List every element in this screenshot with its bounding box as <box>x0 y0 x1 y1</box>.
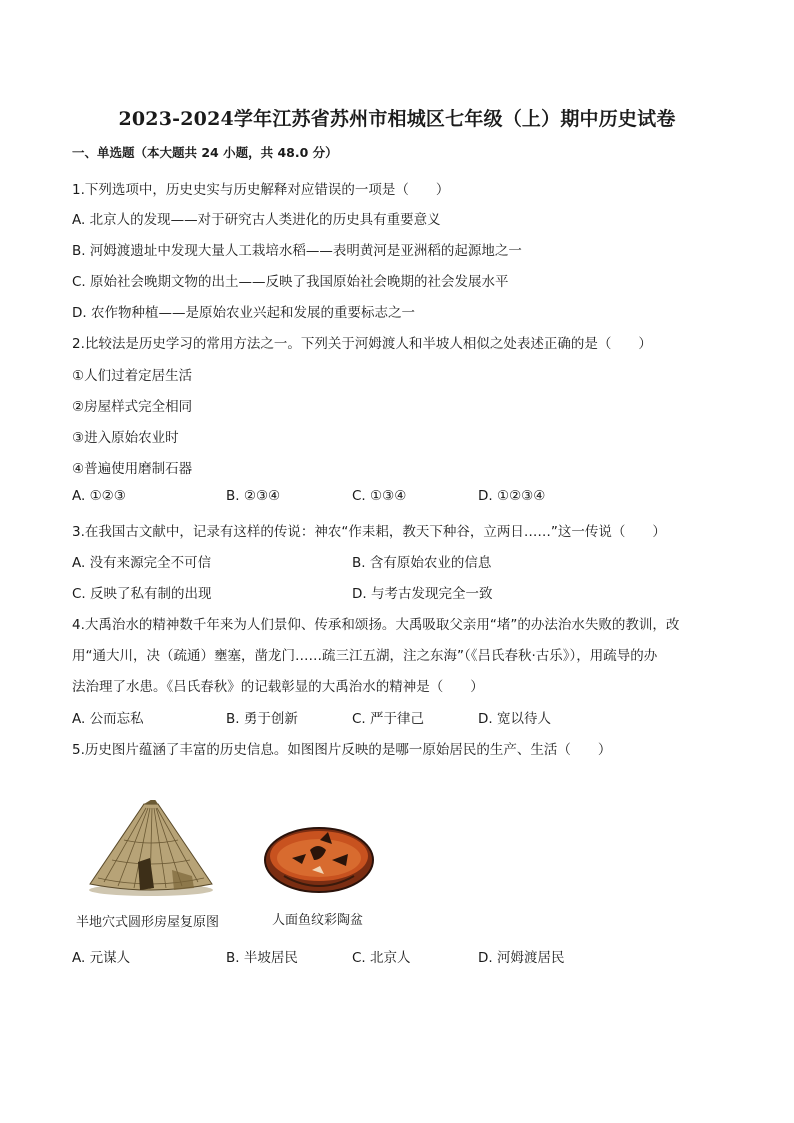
question-2-option-c[interactable]: C. ①③④ <box>352 488 407 504</box>
question-5-stem: 5.历史图片蕴涵了丰富的历史信息。如图图片反映的是哪一原始居民的生产、生活（ ） <box>72 742 612 758</box>
question-4-option-a[interactable]: A. 公而忘私 <box>72 711 144 727</box>
question-1-option-d[interactable]: D. 农作物种植——是原始农业兴起和发展的重要标志之一 <box>72 305 415 321</box>
painted-pottery-basin-illustration <box>262 826 376 896</box>
question-3-option-c[interactable]: C. 反映了私有制的出现 <box>72 586 212 602</box>
question-5-option-a[interactable]: A. 元谋人 <box>72 950 131 966</box>
question-4-stem-line-3: 法治理了水患。《吕氏春秋》的记载彰显的大禹治水的精神是（ ） <box>72 679 484 695</box>
question-3-option-d[interactable]: D. 与考古发现完全一致 <box>352 586 493 602</box>
question-2-option-b[interactable]: B. ②③④ <box>226 488 281 504</box>
section-heading: 一、单选题（本大题共 24 小题，共 48.0 分） <box>72 145 338 160</box>
question-4-option-c[interactable]: C. 严于律己 <box>352 711 425 727</box>
question-4-stem-line-2: 用“通大川，决（疏通）壅塞，凿龙门……疏三江五湖，注之东海”（《吕氏春秋·古乐》），用疏导的办 <box>72 648 658 664</box>
question-3-stem: 3.在我国古文献中，记录有这样的传说：神农“作耒耜，教天下种谷，立两日……”这一传说（ ） <box>72 524 666 540</box>
question-2-item-2: ②房屋样式完全相同 <box>72 399 193 415</box>
semi-subterranean-hut-illustration <box>84 800 218 898</box>
question-1-option-a[interactable]: A. 北京人的发现——对于研究古人类进化的历史具有重要意义 <box>72 212 441 228</box>
question-5-option-c[interactable]: C. 北京人 <box>352 950 411 966</box>
question-5-option-d[interactable]: D. 河姆渡居民 <box>478 950 565 966</box>
question-1-stem: 1.下列选项中，历史史实与历史解释对应错误的一项是（ ） <box>72 182 450 198</box>
question-5-option-b[interactable]: B. 半坡居民 <box>226 950 298 966</box>
question-1-option-c[interactable]: C. 原始社会晚期文物的出土——反映了我国原始社会晚期的社会发展水平 <box>72 274 509 290</box>
question-2-item-1: ①人们过着定居生活 <box>72 368 193 384</box>
exam-title: 2023-2024学年江苏省苏州市相城区七年级（上）期中历史试卷 <box>118 108 676 130</box>
question-2-item-3: ③进入原始农业时 <box>72 430 179 446</box>
question-4-option-d[interactable]: D. 宽以待人 <box>478 711 551 727</box>
basin-figure-caption: 人面鱼纹彩陶盆 <box>272 913 364 928</box>
question-2-item-4: ④普遍使用磨制石器 <box>72 461 193 477</box>
hut-figure-caption: 半地穴式圆形房屋复原图 <box>76 915 220 930</box>
question-4-stem-line-1: 4.大禹治水的精神数千年来为人们景仰、传承和颂扬。大禹吸取父亲用“堵”的办法治水失败的教训，改 <box>72 617 680 633</box>
question-3-option-a[interactable]: A. 没有来源完全不可信 <box>72 555 212 571</box>
question-1-option-b[interactable]: B. 河姆渡遗址中发现大量人工栽培水稻——表明黄河是亚洲稻的起源地之一 <box>72 243 522 259</box>
question-2-option-d[interactable]: D. ①②③④ <box>478 488 546 504</box>
question-2-option-a[interactable]: A. ①②③ <box>72 488 126 504</box>
question-2-stem: 2.比较法是历史学习的常用方法之一。下列关于河姆渡人和半坡人相似之处表述正确的是（ ） <box>72 336 652 352</box>
question-3-option-b[interactable]: B. 含有原始农业的信息 <box>352 555 492 571</box>
question-4-option-b[interactable]: B. 勇于创新 <box>226 711 298 727</box>
